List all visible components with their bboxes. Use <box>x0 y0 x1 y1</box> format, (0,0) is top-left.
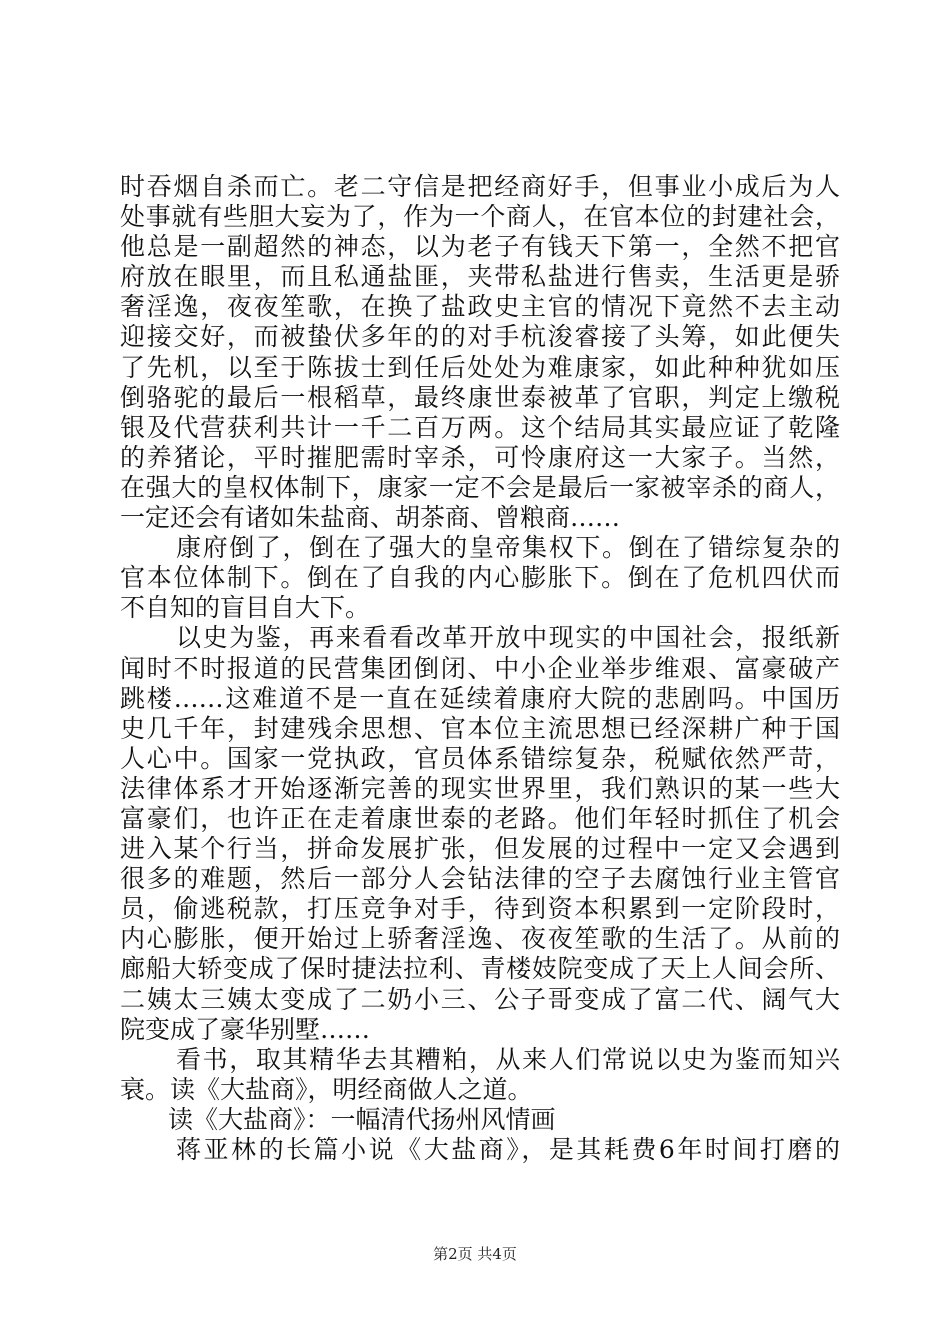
text-line: 了先机，以至于陈拔士到任后处处为难康家，如此种种犹如压 <box>120 352 840 382</box>
text-line: 以史为鉴，再来看看改革开放中现实的中国社会，报纸新 <box>176 623 840 653</box>
text-line: 闻时不时报道的民营集团倒闭、中小企业举步维艰、富豪破产 <box>120 653 840 683</box>
text-line: 看书，取其精华去其糟粕，从来人们常说以史为鉴而知兴 <box>176 1044 840 1074</box>
text-line: 不自知的盲目自大下。 <box>120 593 371 623</box>
text-line: 富豪们，也许正在走着康世泰的老路。他们年轻时抓住了机会 <box>120 803 840 833</box>
text-line: 读《大盐商》：一幅清代扬州风情画 <box>168 1104 556 1134</box>
text-line: 二姨太三姨太变成了二奶小三、公子哥变成了富二代、阔气大 <box>120 984 840 1014</box>
text-line: 人心中。国家一党执政，官员体系错综复杂，税赋依然严苛， <box>120 743 840 773</box>
text-line: 时吞烟自杀而亡。老二守信是把经商好手，但事业小成后为人 <box>120 172 840 201</box>
text-line: 廊船大轿变成了保时捷法拉利、青楼妓院变成了天上人间会所、 <box>120 954 840 984</box>
text-line: 府放在眼里，而且私通盐匪，夹带私盐进行售卖，生活更是骄 <box>120 262 840 292</box>
text-line: 他总是一副超然的神态，以为老子有钱天下第一，全然不把官 <box>120 232 840 262</box>
text-line: 银及代营获利共计一千二百万两。这个结局其实最应证了乾隆 <box>120 412 840 442</box>
text-line: 内心膨胀，便开始过上骄奢淫逸、夜夜笙歌的生活了。从前的 <box>120 924 840 954</box>
text-line: 很多的难题，然后一部分人会钻法律的空子去腐蚀行业主管官 <box>120 864 840 894</box>
text-line: 处事就有些胆大妄为了，作为一个商人，在官本位的封建社会， <box>120 202 840 232</box>
text-line: 官本位体制下。倒在了自我的内心膨胀下。倒在了危机四伏而 <box>120 563 840 593</box>
text-line: 员，偷逃税款，打压竞争对手，待到资本积累到一定阶段时， <box>120 894 840 924</box>
text-line: 奢淫逸，夜夜笙歌，在换了盐政史主官的情况下竟然不去主动 <box>120 292 840 322</box>
text-line: 跳楼……这难道不是一直在延续着康府大院的悲剧吗。中国历 <box>120 683 840 713</box>
text-line: 在强大的皇权体制下，康家一定不会是最后一家被宰杀的商人， <box>120 472 840 502</box>
text-line: 院变成了豪华别墅…… <box>120 1014 371 1044</box>
text-line: 进入某个行当，拼命发展扩张，但发展的过程中一定又会遇到 <box>120 834 840 864</box>
text-line: 蒋亚林的长篇小说《大盐商》，是其耗费6年时间打磨的 <box>176 1135 840 1164</box>
text-line: 康府倒了，倒在了强大的皇帝集权下。倒在了错综复杂的 <box>176 533 840 563</box>
text-line: 迎接交好，而被蛰伏多年的的对手杭浚睿接了头筹，如此便失 <box>120 322 840 352</box>
page-footer: 第2页 共4页 <box>433 1245 517 1263</box>
text-line: 衰。读《大盐商》，明经商做人之道。 <box>120 1074 533 1104</box>
text-line: 法律体系才开始逐渐完善的现实世界里，我们熟识的某一些大 <box>120 773 840 803</box>
text-line: 史几千年，封建残余思想、官本位主流思想已经深耕广种于国 <box>120 713 840 743</box>
text-line: 的养猪论，平时摧肥需时宰杀，可怜康府这一大家子。当然， <box>120 442 840 472</box>
text-line: 倒骆驼的最后一根稻草，最终康世泰被革了官职，判定上缴税 <box>120 382 840 412</box>
body-text <box>120 172 840 1165</box>
text-line: 一定还会有诸如朱盐商、胡茶商、曾粮商…… <box>120 503 621 533</box>
